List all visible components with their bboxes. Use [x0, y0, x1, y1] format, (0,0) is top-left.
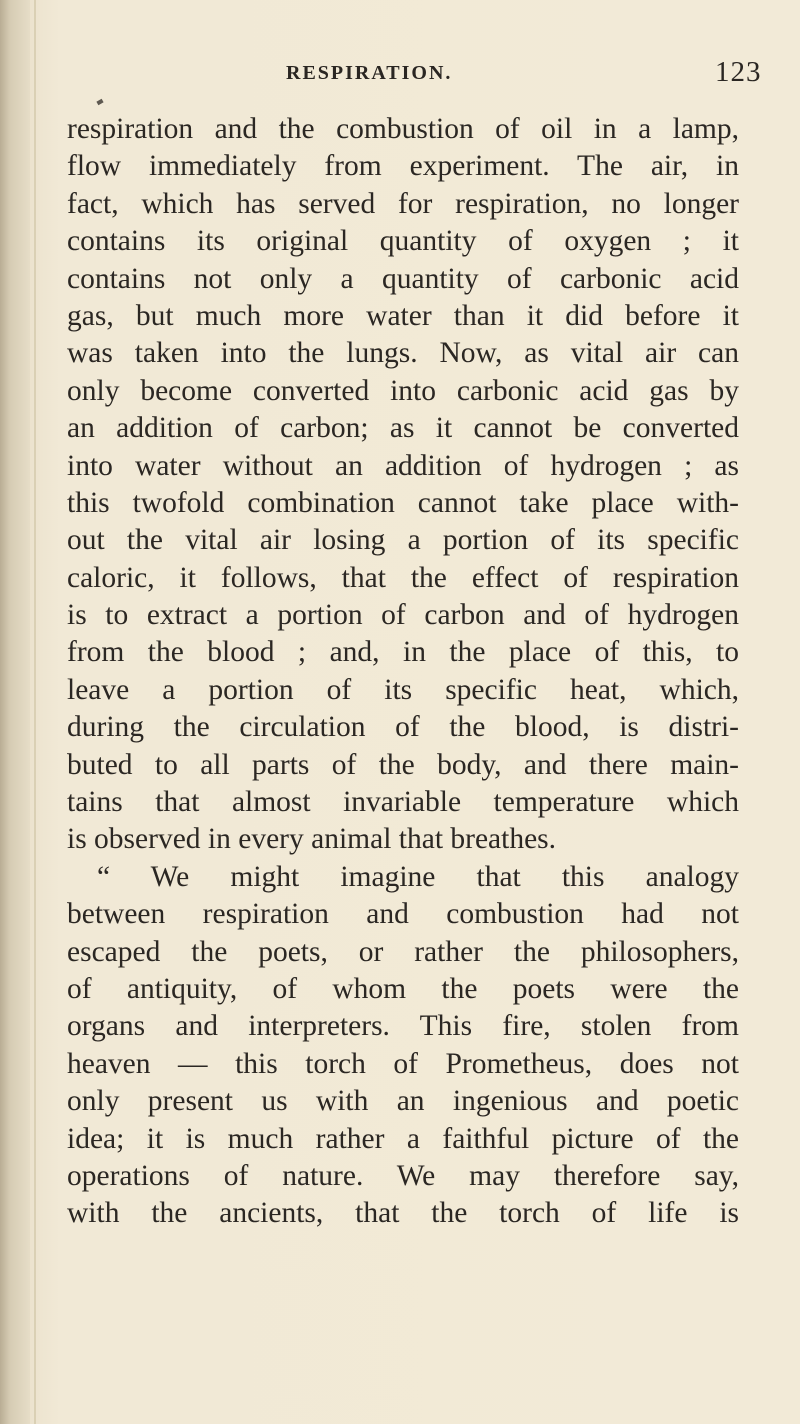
text-line: gas, but much more water than it did before it	[67, 299, 739, 332]
gutter-shadow-line	[34, 0, 36, 1424]
text-line: into water without an addition of hydrogen ; as	[67, 449, 739, 482]
text-line: from the blood ; and, in the place of this, to	[67, 636, 739, 669]
text-line: buted to all parts of the body, and there main-	[67, 748, 739, 781]
running-head: RESPIRATION.	[286, 62, 453, 84]
text-line: leave a portion of its specific heat, which,	[67, 673, 739, 706]
text-line: was taken into the lungs. Now, as vital air can	[67, 337, 739, 370]
text-line: is to extract a portion of carbon and of hydrogen	[67, 599, 739, 632]
page-number: 123	[715, 56, 762, 88]
text-line: caloric, it follows, that the effect of respiration	[67, 561, 739, 594]
text-line: idea; it is much rather a faithful picture of the	[67, 1122, 739, 1155]
text-line: heaven — this torch of Prometheus, does not	[67, 1047, 739, 1080]
text-line: an addition of carbon; as it cannot be converted	[67, 412, 739, 445]
text-line: only present us with an ingenious and poetic	[67, 1085, 739, 1118]
text-line: with the ancients, that the torch of life is	[67, 1197, 739, 1230]
text-line: only become converted into carbonic acid gas by	[67, 374, 739, 407]
text-line: contains not only a quantity of carbonic acid	[67, 262, 739, 295]
text-line: “ We might imagine that this analogy	[97, 860, 739, 893]
ink-mark	[96, 99, 103, 105]
text-line: tains that almost invariable temperature which	[67, 786, 739, 819]
text-line: this twofold combination cannot take place with-	[67, 486, 739, 519]
text-line: contains its original quantity of oxygen ; it	[67, 225, 739, 258]
text-line: out the vital air losing a portion of its specific	[67, 524, 739, 557]
text-line: operations of nature. We may therefore say,	[67, 1159, 739, 1192]
page-gutter	[0, 0, 30, 1424]
text-line: during the circulation of the blood, is distri-	[67, 711, 739, 744]
text-line: flow immediately from experiment. The air, in	[67, 150, 739, 183]
text-line: of antiquity, of whom the poets were the	[67, 972, 739, 1005]
text-line: between respiration and combustion had not	[67, 898, 739, 931]
text-line: fact, which has served for respiration, no longer	[67, 187, 739, 220]
text-line: is observed in every animal that breathes.	[67, 823, 557, 856]
page-header	[0, 56, 800, 100]
text-line: escaped the poets, or rather the philosophers,	[67, 935, 739, 968]
body-text	[67, 111, 739, 1233]
text-line: respiration and the combustion of oil in a lamp,	[67, 113, 739, 145]
text-line: organs and interpreters. This fire, stolen from	[67, 1010, 739, 1043]
